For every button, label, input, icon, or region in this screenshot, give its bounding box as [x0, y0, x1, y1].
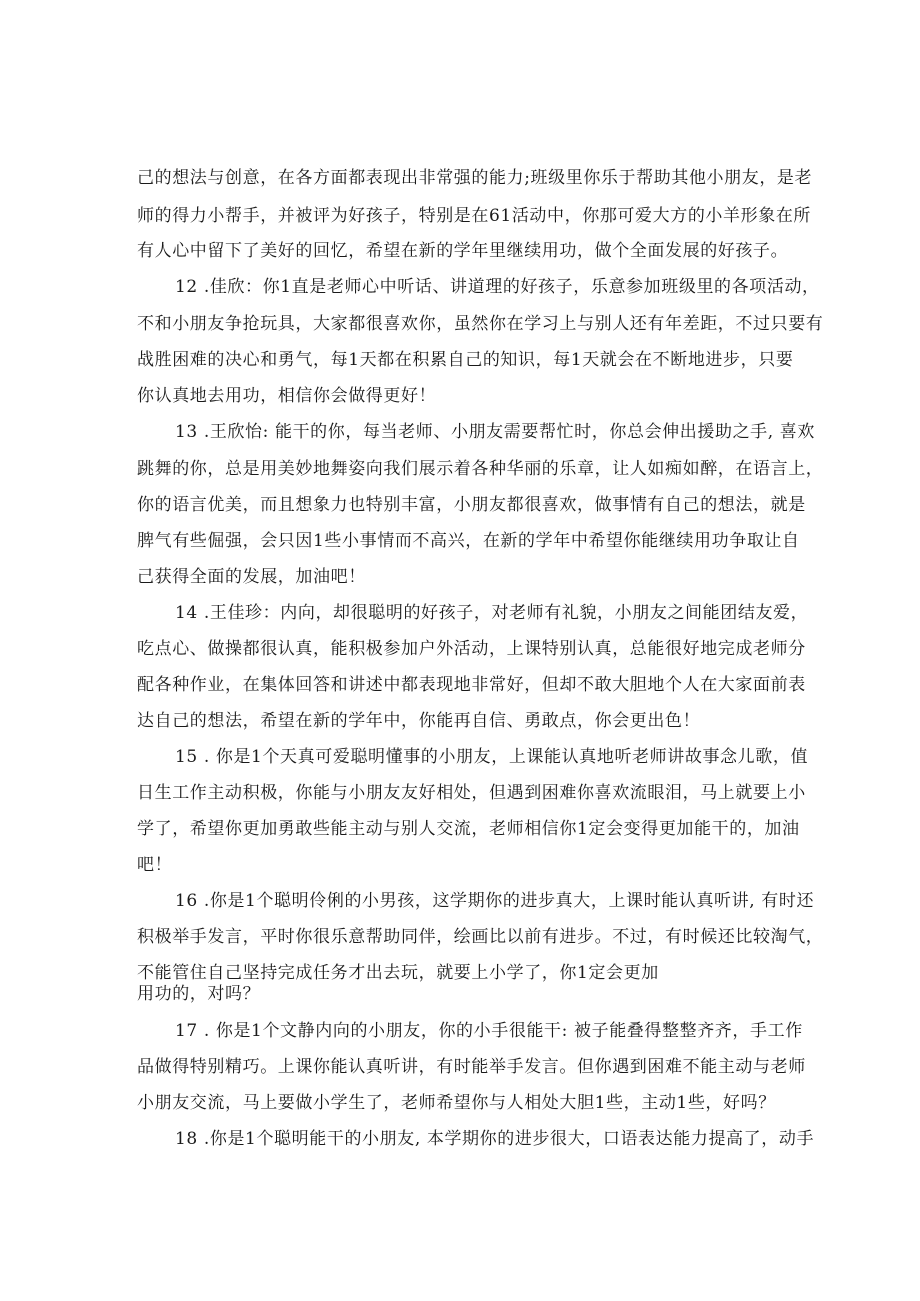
text-line: 不能管住自己坚持完成任务才出去玩，就要上小学了，你1定会更加 [137, 963, 659, 983]
text-line: 小朋友交流，马上要做小学生了，老师希望你与人相处大胆1些，主动1些，好吗？ [137, 1093, 776, 1113]
text-line: 12 .佳欣：你1直是老师心中听话、讲道理的好孩子，乐意参加班级里的各项活动， [175, 277, 820, 297]
text-line: 跳舞的你，总是用美妙地舞姿向我们展示着各种华丽的乐章，让人如痴如醉，在语言上， [137, 459, 824, 479]
text-line: 己获得全面的发展，加油吧！ [137, 567, 366, 587]
text-line: 不和小朋友争抢玩具，大家都很喜欢你，虽然你在学习上与别人还有年差距，不过只要有 [137, 314, 824, 334]
text-line: 15 . 你是1个天真可爱聪明懂事的小朋友，上课能认真地听老师讲故事念儿歌，值 [175, 747, 809, 767]
text-line: 战胜困难的决心和勇气，每1天都在积累自己的知识，每1天就会在不断地进步，只要 [137, 350, 794, 370]
text-line: 己的想法与创意，在各方面都表现出非常强的能力;班级里你乐于帮助其他小朋友，是老 [137, 168, 813, 188]
text-line: 有人心中留下了美好的回忆，希望在新的学年里继续用功，做个全面发展的好孩子。 [137, 241, 789, 261]
text-line: 吧！ [137, 855, 173, 875]
text-line: 你认真地去用功，相信你会做得更好！ [137, 386, 437, 406]
text-line: 14 .王佳珍：内向，却很聪明的好孩子，对老师有礼貌，小朋友之间能团结友爱， [175, 603, 809, 623]
text-line: 用功的，对吗？ [137, 984, 261, 1004]
text-line: 脾气有些倔强，会只因1些小事情而不高兴，在新的学年中希望你能继续用功争取让自 [137, 531, 800, 551]
text-line: 18 .你是1个聪明能干的小朋友, 本学期你的进步很大，口语表达能力提高了，动手 [175, 1129, 815, 1149]
text-line: 吃点心、做操都很认真，能积极参加户外活动，上课特别认真，总能很好地完成老师分 [137, 639, 806, 659]
text-line: 17 . 你是1个文静内向的小朋友，你的小手很能干: 被子能叠得整整齐齐，手工作 [175, 1021, 803, 1041]
text-line: 师的得力小帮手，并被评为好孩子，特别是在61活动中，你那可爱大方的小羊形象在所 [137, 206, 812, 226]
text-line: 你的语言优美，而且想象力也特别丰富，小朋友都很喜欢，做事情有自己的想法，就是 [137, 495, 806, 515]
text-line: 学了，希望你更加勇敢些能主动与别人交流，老师相信你1定会变得更加能干的，加油 [137, 819, 800, 839]
text-line: 16 .你是1个聪明伶俐的小男孩，这学期你的进步真大，上课时能认真听讲, 有时还 [175, 891, 815, 911]
text-line: 配各种作业，在集体回答和讲述中都表现地非常好，但却不敢大胆地个人在大家面前表 [137, 675, 806, 695]
text-line: 13 .王欣怡: 能干的你，每当老师、小朋友需要帮忙时，你总会伸出援助之手, 喜欢 [175, 422, 815, 442]
text-line: 品做得特别精巧。上课你能认真听讲，有时能举手发言。但你遇到困难不能主动与老师 [137, 1057, 806, 1077]
text-line: 达自己的想法，希望在新的学年中，你能再自信、勇敢点，你会更出色！ [137, 711, 701, 731]
text-line: 积极举手发言，平时你很乐意帮助同伴，绘画比以前有进步。不过，有时候还比较淘气， [137, 927, 824, 947]
text-line: 日生工作主动积极，你能与小朋友友好相处，但遇到困难你喜欢流眼泪，马上就要上小 [137, 783, 806, 803]
